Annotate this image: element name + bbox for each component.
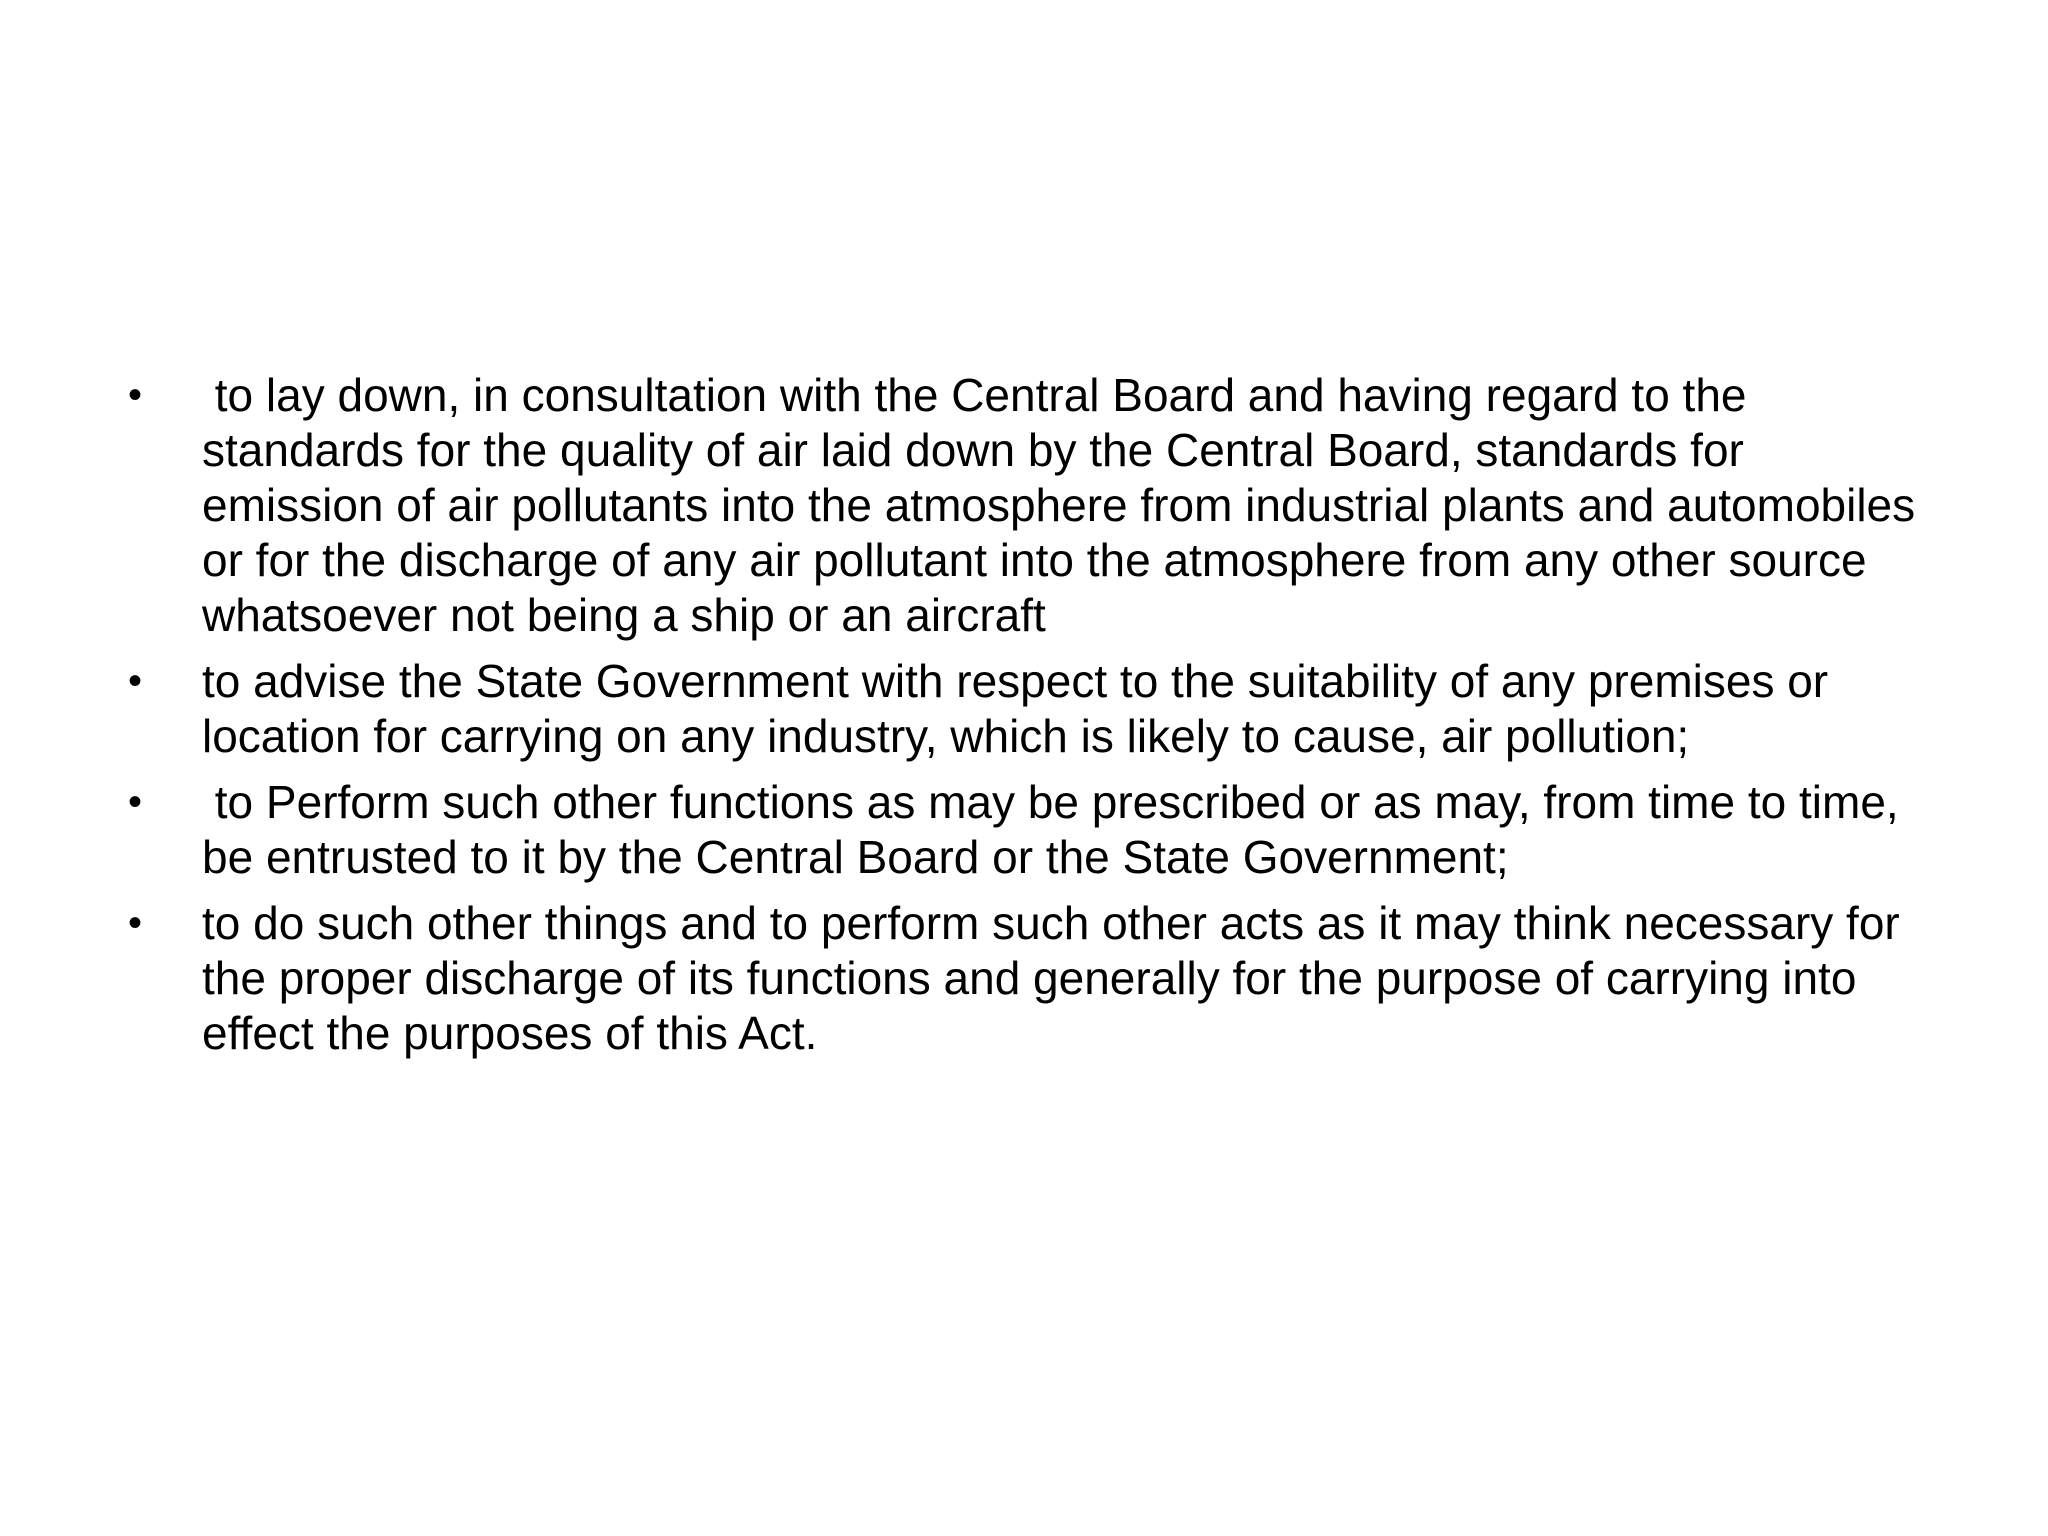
bullet-list	[122, 368, 1928, 1072]
bullet-item	[122, 368, 1928, 643]
bullet-item	[122, 654, 1922, 764]
bullet-text: to do such other things and to perform such other acts as it may think necessary for the proper discharge of its functions and generally for the purpose of carrying into effect the purposes of this Act.	[202, 897, 1913, 1059]
bullet-dot-icon: •	[128, 901, 143, 945]
bullet-dot-icon: •	[128, 373, 143, 417]
bullet-text: to Perform such other functions as may be prescribed or as may, from time to time, be entrusted to it by the Central Board or the State Government;	[202, 776, 1912, 883]
bullet-item	[122, 775, 1922, 885]
bullet-item	[122, 896, 1922, 1061]
bullet-text: to lay down, in consultation with the Central Board and having regard to the standards for the quality of air laid down by the Central Board, standards for emission of air pollutants into the atmosphere from industrial plants and automobiles or for the discharge of any air pollutant into the atmosphere from any other source whatsoever not being a ship or an aircraft	[202, 369, 1928, 641]
bullet-text: to advise the State Government with respect to the suitability of any premises or location for carrying on any industry, which is likely to cause, air pollution;	[202, 655, 1841, 762]
bullet-dot-icon: •	[128, 780, 143, 824]
bullet-dot-icon: •	[128, 659, 143, 703]
